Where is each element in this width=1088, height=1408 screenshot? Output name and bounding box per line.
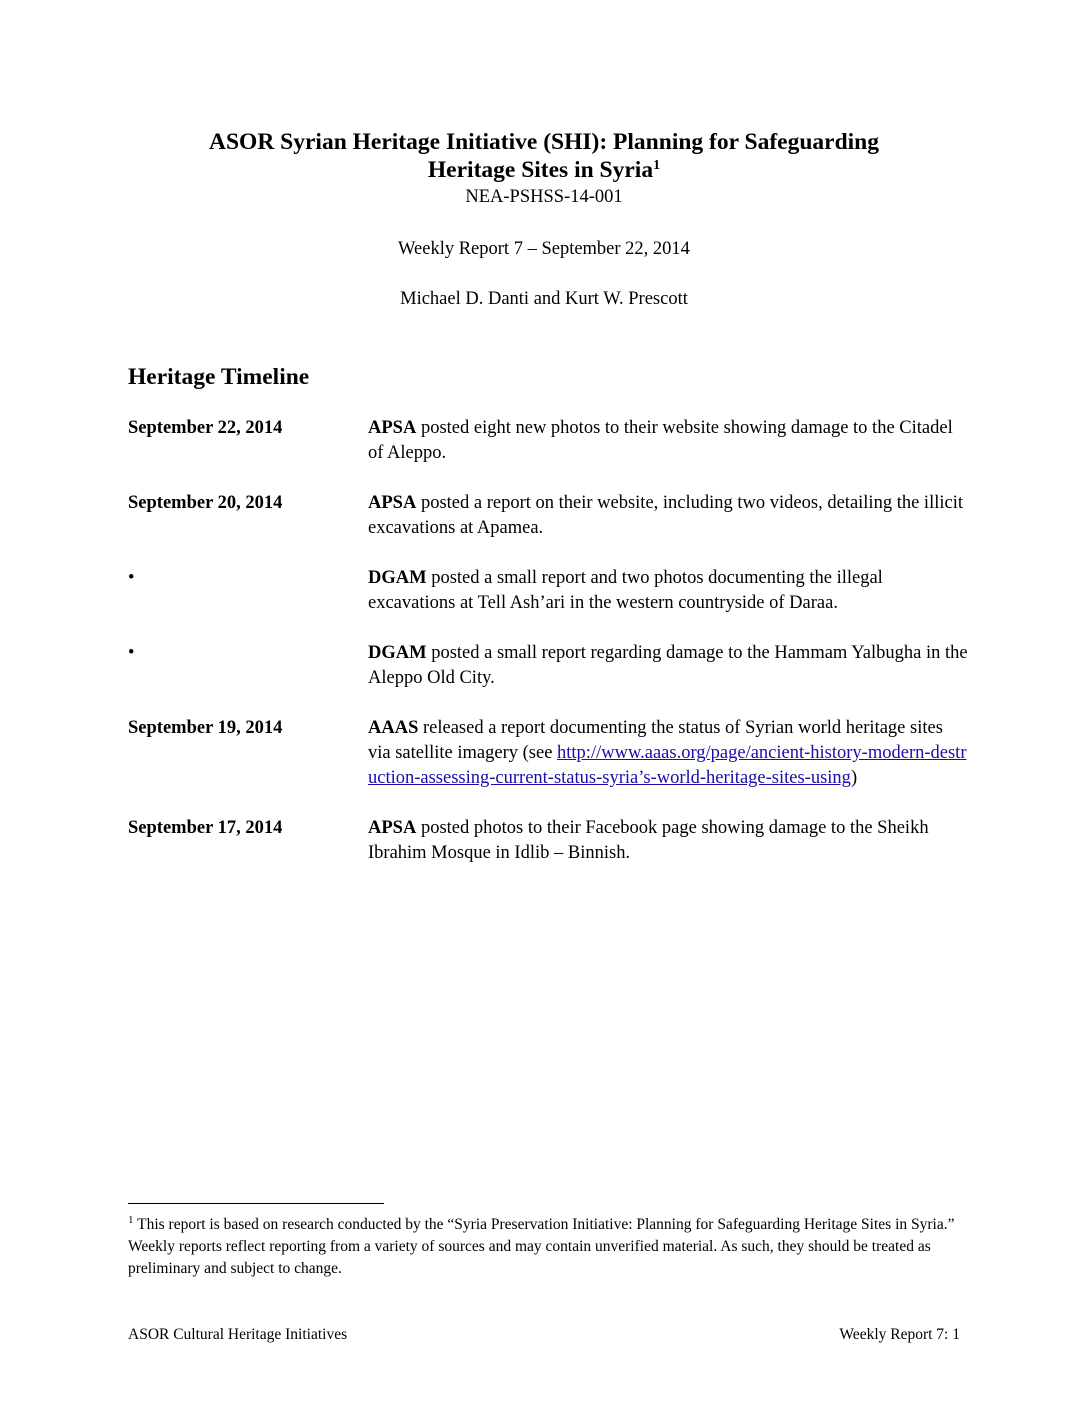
timeline-text — [368, 416, 968, 466]
heritage-timeline — [128, 416, 968, 891]
title-block — [0, 128, 1088, 210]
timeline-entry — [128, 491, 968, 541]
timeline-description: posted photos to their Facebook page showing damage to the Sheikh Ibrahim Mosque in Idlib – Binnish. — [368, 818, 929, 863]
document-title-line-2-text: Heritage Sites in Syria — [427, 157, 654, 183]
aaas-report-link[interactable]: http://www.aaas.org/page/ancient-history-modern-destruction-assessing-current-status-syria’s-world-heritage-sites-using — [368, 743, 967, 788]
timeline-date: September 22, 2014 — [128, 418, 283, 438]
footnote — [128, 1214, 964, 1280]
footnote-divider — [128, 1203, 384, 1204]
bullet-marker: • — [128, 568, 135, 588]
footer-org: ASOR Cultural Heritage Initiatives — [128, 1326, 348, 1343]
document-title-line-1: ASOR Syrian Heritage Initiative (SHI): Planning for Safeguarding — [209, 129, 879, 155]
timeline-description: posted a small report and two photos documenting the illegal excavations at Tell Ash’ari in the western countryside of Daraa. — [368, 568, 883, 613]
timeline-text — [368, 816, 968, 866]
timeline-entry — [128, 416, 968, 466]
timeline-text — [368, 566, 968, 616]
timeline-date: September 20, 2014 — [128, 493, 283, 513]
timeline-text — [368, 716, 968, 791]
timeline-org: APSA — [368, 493, 417, 513]
bullet-marker: • — [128, 643, 135, 663]
title-footnote-marker[interactable]: 1 — [653, 158, 661, 173]
footnote-marker: 1 — [128, 1214, 134, 1226]
footer-page-number: Weekly Report 7: 1 — [839, 1326, 960, 1343]
grant-id: NEA-PSHSS-14-001 — [465, 187, 623, 207]
section-heading: Heritage Timeline — [128, 364, 310, 390]
timeline-description: posted eight new photos to their website showing damage to the Citadel of Aleppo. — [368, 418, 953, 463]
footnote-text: This report is based on research conducted by the “Syria Preservation Initiative: Planning for Safeguarding Heritage Sites in Syria.” Weekly reports reflect reporting from a variety of sources and may contain unverified material. As such, they should be treated as preliminary and subject to change. — [128, 1216, 955, 1277]
timeline-org: DGAM — [368, 568, 427, 588]
authors-line: Michael D. Danti and Kurt W. Prescott — [400, 289, 688, 309]
timeline-org: APSA — [368, 818, 417, 838]
timeline-description: released a report documenting the status of Syrian world heritage sites via satellite imagery (see — [368, 718, 943, 763]
timeline-org: DGAM — [368, 643, 427, 663]
document-title-line-2 — [0, 156, 1088, 184]
timeline-org: APSA — [368, 418, 417, 438]
timeline-entry — [128, 566, 968, 616]
timeline-entry — [128, 716, 968, 791]
timeline-entry — [128, 816, 968, 866]
timeline-date: September 17, 2014 — [128, 818, 283, 838]
timeline-text — [368, 641, 968, 691]
timeline-description-end: ) — [850, 768, 858, 788]
timeline-entry — [128, 641, 968, 691]
timeline-text — [368, 491, 968, 541]
timeline-description: posted a small report regarding damage to the Hammam Yalbugha in the Aleppo Old City. — [368, 643, 968, 688]
timeline-description: posted a report on their website, including two videos, detailing the illicit excavations at Apamea. — [368, 493, 963, 538]
timeline-org: AAAS — [368, 718, 419, 738]
timeline-date: September 19, 2014 — [128, 718, 283, 738]
weekly-report-line: Weekly Report 7 – September 22, 2014 — [398, 239, 690, 259]
